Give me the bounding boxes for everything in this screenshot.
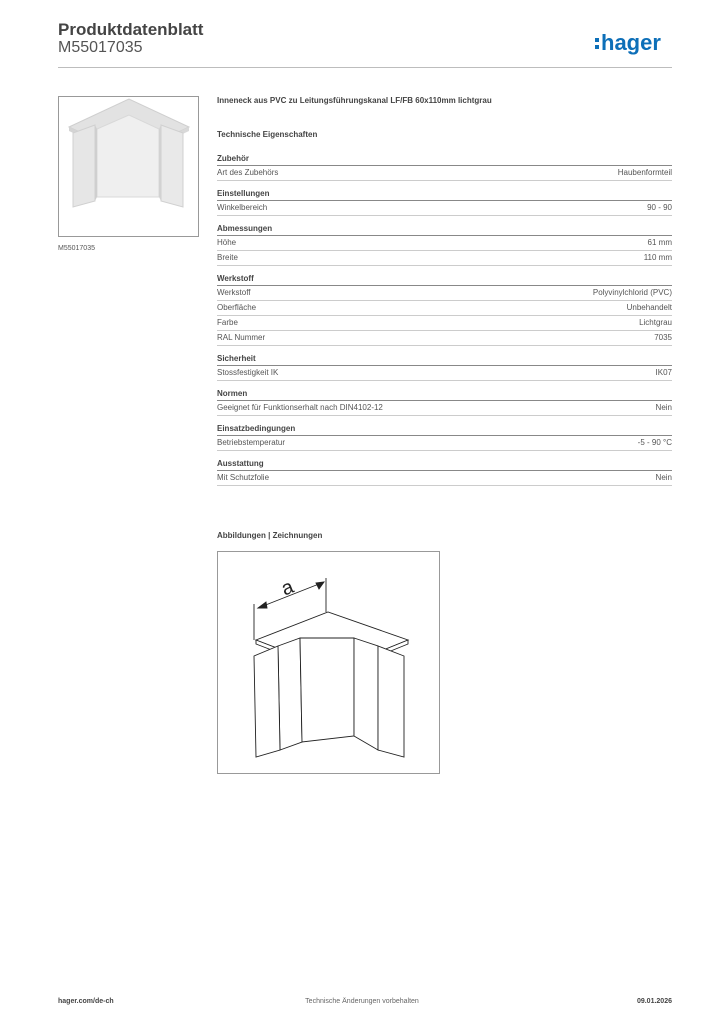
spec-group-title: Abmessungen xyxy=(217,222,672,236)
logo-dot-top xyxy=(595,38,599,42)
spec-value: Nein xyxy=(655,473,672,482)
spec-row xyxy=(217,236,672,251)
spec-value: 90 - 90 xyxy=(647,203,672,212)
inner-corner-drawing xyxy=(218,552,439,773)
footer-date: 09.01.2026 xyxy=(636,998,672,1005)
spec-value: Polyvinylchlorid (PVC) xyxy=(592,288,672,297)
spec-group-title: Sicherheit xyxy=(217,352,672,366)
spec-row xyxy=(217,401,672,416)
spec-row xyxy=(217,201,672,216)
spec-label: Betriebstemperatur xyxy=(217,438,286,447)
spec-value: 61 mm xyxy=(647,238,672,247)
spec-value: 7035 xyxy=(654,333,672,342)
drawings-heading: Abbildungen | Zeichnungen xyxy=(217,531,323,540)
spec-group xyxy=(217,352,672,381)
footer-notice: Technische Änderungen vorbehalten xyxy=(305,998,419,1005)
spec-group-title: Zubehör xyxy=(217,152,672,166)
spec-row xyxy=(217,301,672,316)
footer-website[interactable]: hager.com/de-ch xyxy=(58,998,114,1005)
article-number: M55017035 xyxy=(58,39,143,56)
spec-group xyxy=(217,187,672,216)
spec-row xyxy=(217,286,672,301)
spec-group xyxy=(217,422,672,451)
spec-content xyxy=(217,96,672,492)
spec-label: Art des Zubehörs xyxy=(217,168,279,177)
technical-drawing xyxy=(217,551,440,774)
spec-row xyxy=(217,251,672,266)
header-divider xyxy=(58,67,672,68)
spec-value: Unbehandelt xyxy=(626,303,672,312)
spec-group xyxy=(217,457,672,486)
spec-value: Nein xyxy=(655,403,672,412)
spec-label: Geeignet für Funktionserhalt nach DIN4102-12 xyxy=(217,403,383,412)
spec-row xyxy=(217,316,672,331)
spec-groups xyxy=(217,152,672,486)
spec-group-title: Werkstoff xyxy=(217,272,672,286)
spec-label: Winkelbereich xyxy=(217,203,268,212)
spec-label: RAL Nummer xyxy=(217,333,266,342)
inner-corner-photo xyxy=(59,97,198,236)
spec-row xyxy=(217,166,672,181)
spec-label: Breite xyxy=(217,253,238,262)
spec-value: Lichtgrau xyxy=(639,318,672,327)
spec-value: IK07 xyxy=(655,368,672,377)
spec-group-title: Einstellungen xyxy=(217,187,672,201)
spec-group-title: Ausstattung xyxy=(217,457,672,471)
spec-label: Werkstoff xyxy=(217,288,251,297)
spec-value: Haubenformteil xyxy=(617,168,672,177)
spec-group xyxy=(217,272,672,346)
spec-row xyxy=(217,436,672,451)
spec-row xyxy=(217,471,672,486)
spec-label: Stossfestigkeit IK xyxy=(217,368,279,377)
spec-group-title: Normen xyxy=(217,387,672,401)
spec-group xyxy=(217,152,672,181)
spec-row xyxy=(217,366,672,381)
dimension-label-a: a xyxy=(278,575,297,601)
spec-label: Höhe xyxy=(217,238,237,247)
spec-group xyxy=(217,387,672,416)
spec-label: Mit Schutzfolie xyxy=(217,473,270,482)
page-title: Produktdatenblatt xyxy=(58,20,204,39)
spec-value: 110 mm xyxy=(643,253,672,262)
product-description: Inneneck aus PVC zu Leitungsführungskanal LF/FB 60x110mm lichtgrau xyxy=(217,96,492,105)
spec-value: -5 - 90 °C xyxy=(637,438,672,447)
photo-caption: M55017035 xyxy=(58,245,95,252)
hager-logo xyxy=(594,28,674,56)
spec-row xyxy=(217,331,672,346)
spec-group xyxy=(217,222,672,266)
logo-dot-bottom xyxy=(595,45,599,49)
product-photo xyxy=(58,96,199,237)
tech-properties-heading: Technische Eigenschaften xyxy=(217,130,318,139)
spec-label: Oberfläche xyxy=(217,303,257,312)
spec-group-title: Einsatzbedingungen xyxy=(217,422,672,436)
spec-label: Farbe xyxy=(217,318,238,327)
logo-text: hager xyxy=(601,30,661,55)
